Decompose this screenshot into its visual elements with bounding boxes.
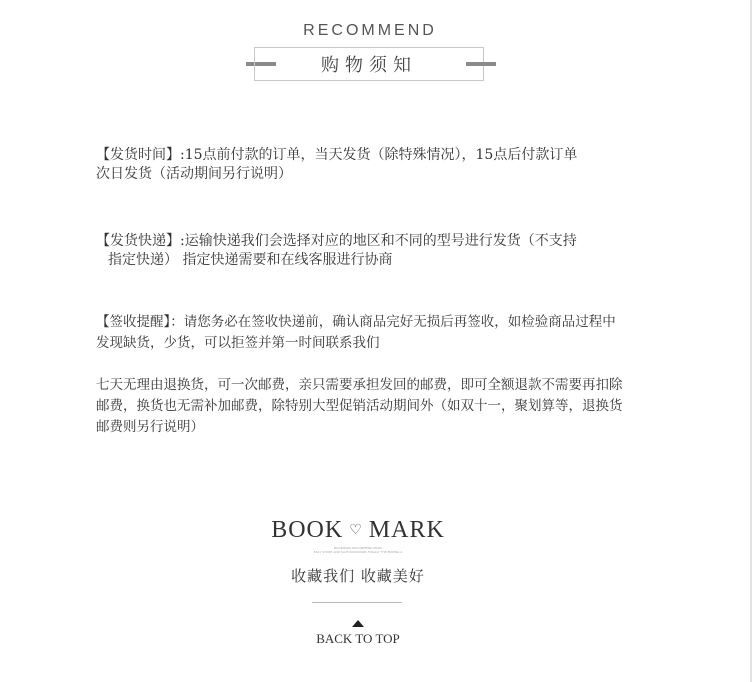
notice-sign-reminder bbox=[96, 312, 652, 354]
notice-returns bbox=[96, 375, 652, 438]
notice-returns-line1: 七天无理由退换货，可一次邮费，亲只需要承担发回的邮费，即可全额退款不需要再扣除 bbox=[96, 377, 623, 393]
notice-returns-line2: 邮费，换货也无需补加邮费，除特别大型促销活动期间外（如双十一，聚划算等，退换货 bbox=[96, 398, 623, 414]
section-title-box bbox=[254, 47, 484, 81]
notice-shipping-time bbox=[96, 146, 652, 184]
bookmark-subtitle: 收藏我们 收藏美好 bbox=[291, 567, 425, 585]
up-arrow-icon[interactable] bbox=[352, 620, 364, 627]
notice-sign-reminder-line2: 发现缺货，少货，可以拒签并第一时间联系我们 bbox=[96, 335, 380, 351]
bookmark-divider bbox=[312, 602, 402, 603]
recommend-heading: RECOMMEND bbox=[303, 22, 437, 39]
bookmark-fine-print-2: EASY STORE AND SAVE BOOKMARK FINALLY THE ENDING A bbox=[313, 550, 403, 554]
notice-express bbox=[96, 232, 652, 270]
heart-icon: ♡ bbox=[349, 523, 363, 538]
bookmark-title-book: BOOK bbox=[271, 517, 344, 543]
notice-shipping-time-line1: 【发货时间】:15点前付款的订单，当天发货（除特殊情况），15点后付款订单 bbox=[96, 147, 578, 163]
bookmark-fine-print bbox=[0, 546, 716, 554]
section-title: 购物须知 bbox=[321, 55, 417, 76]
notice-express-line2: 指定快递） 指定快递需要和在线客服进行协商 bbox=[108, 252, 393, 268]
bookmark-title-mark: MARK bbox=[368, 517, 445, 543]
back-to-top-link[interactable]: BACK TO TOP bbox=[316, 631, 400, 646]
notice-returns-line3: 邮费则另行说明） bbox=[96, 419, 204, 435]
notice-express-line1: 【发货快递】:运输快递我们会选择对应的地区和不同的型号进行发货（不支持 bbox=[96, 233, 577, 249]
notice-sign-reminder-line1: 【签收提醒】：请您务必在签收快递前，确认商品完好无损后再签收，如检验商品过程中 bbox=[96, 314, 616, 330]
bookmark-title bbox=[0, 517, 716, 544]
notice-shipping-time-line2: 次日发货（活动期间另行说明） bbox=[96, 166, 292, 182]
bookmark-fine-print-1: BOOKMARK RECOMMEND MARK bbox=[333, 546, 383, 550]
title-right-bar bbox=[466, 62, 496, 66]
